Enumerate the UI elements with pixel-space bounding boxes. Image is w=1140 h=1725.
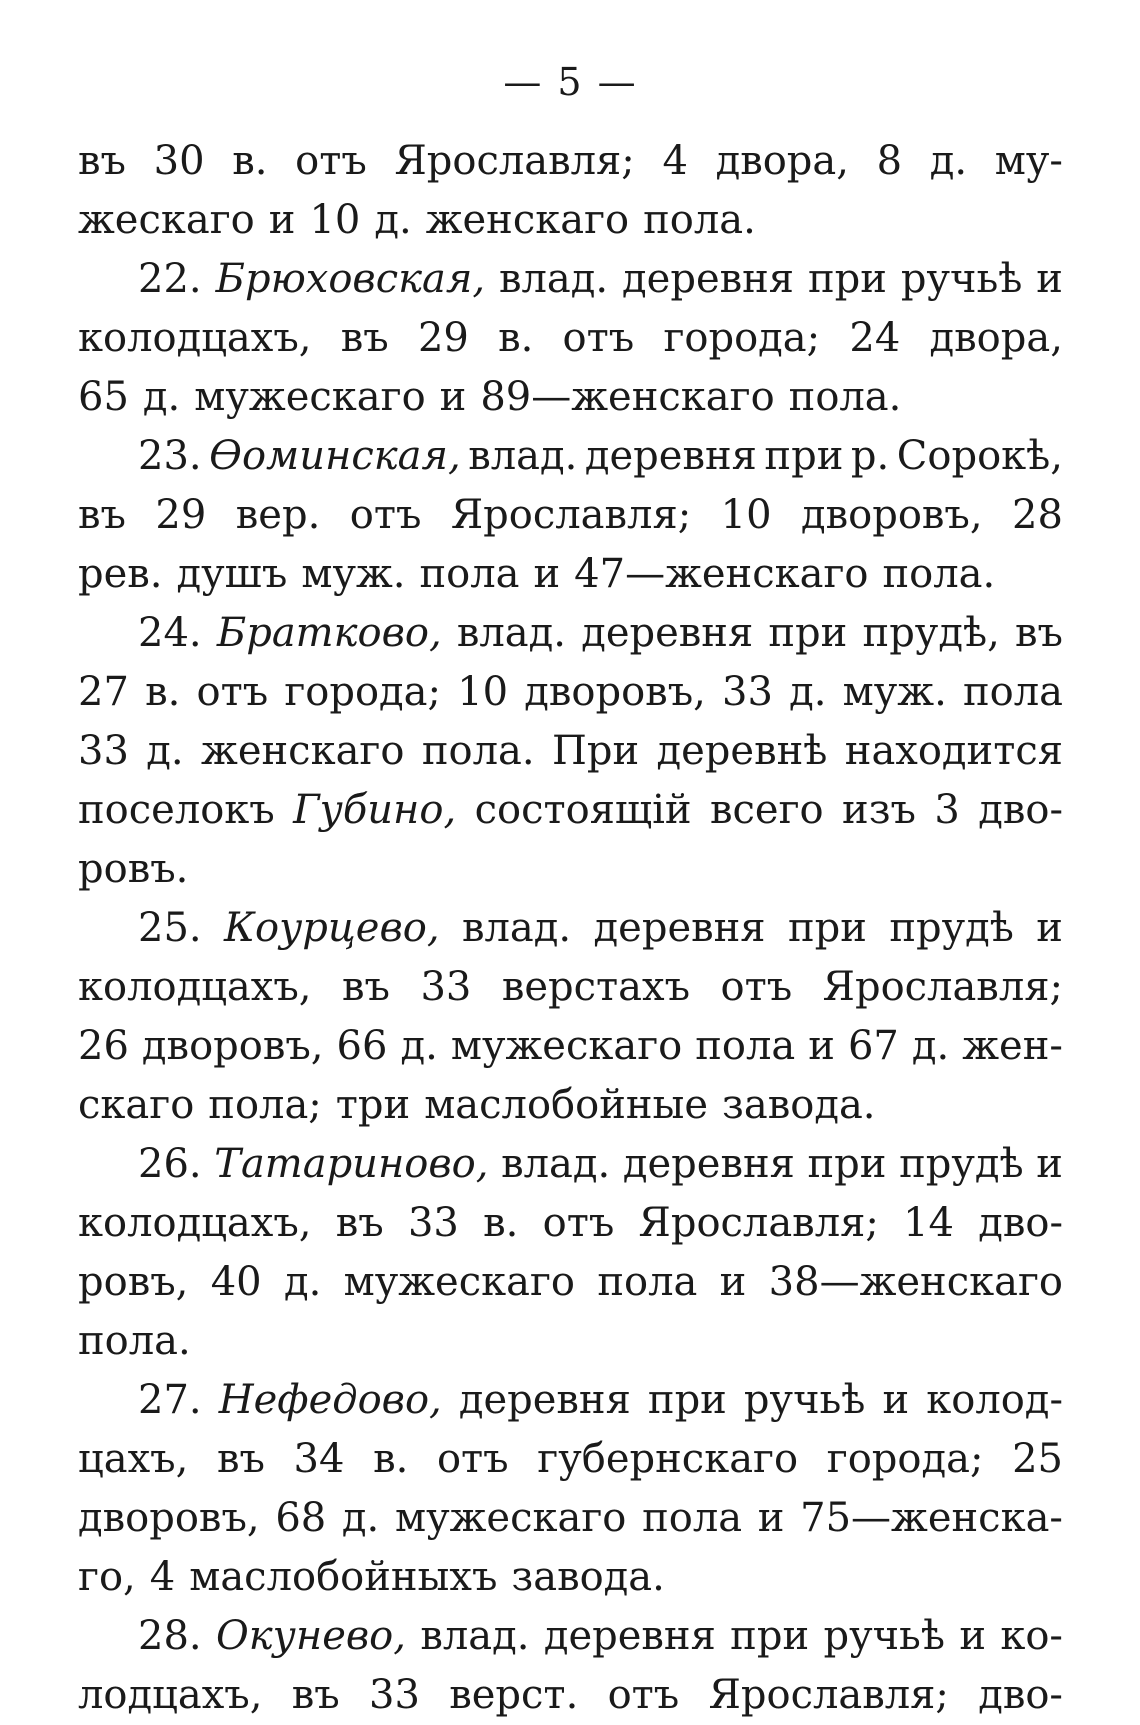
text-line — [78, 899, 1063, 958]
word: прудѣ — [899, 1141, 1024, 1187]
word: жен- — [962, 1023, 1063, 1069]
word: 66 — [336, 1023, 388, 1069]
word: 23. — [138, 433, 202, 479]
word: при — [768, 610, 848, 656]
word: завода. — [722, 1082, 876, 1128]
word: и — [1036, 905, 1063, 951]
word: влад. — [468, 433, 578, 479]
word: му- — [994, 138, 1063, 184]
word: всего — [709, 787, 824, 833]
word: Ярославля; — [394, 138, 635, 184]
word: женскаго — [425, 197, 630, 243]
text-line — [78, 604, 1063, 663]
word: 10 — [309, 197, 361, 243]
word: въ — [341, 964, 390, 1010]
word: 27. — [138, 1377, 202, 1423]
text-line — [78, 1076, 1063, 1135]
word: и — [1036, 1141, 1063, 1187]
text-line — [78, 1666, 1063, 1725]
word: дво- — [978, 1672, 1063, 1718]
word: при — [764, 433, 844, 479]
word: дворовъ, — [800, 492, 983, 538]
word: 3 — [934, 787, 960, 833]
word: губернскаго — [537, 1436, 799, 1482]
word: въ — [291, 1672, 340, 1718]
word: 10 — [457, 669, 509, 715]
word: верст. — [449, 1672, 579, 1718]
book-page — [78, 52, 1063, 1725]
village-name: Брюховская, — [215, 256, 486, 302]
word: изъ — [842, 787, 916, 833]
word: пола — [597, 1259, 698, 1305]
word: влад. — [501, 1141, 611, 1187]
village-name: Братково, — [216, 610, 442, 656]
word: въ — [335, 1200, 384, 1246]
word: скаго — [78, 1082, 195, 1128]
word: 25. — [138, 905, 202, 951]
word: д. — [146, 728, 184, 774]
word: прудѣ — [889, 905, 1014, 951]
text-line — [78, 545, 1063, 604]
word: 26. — [138, 1141, 202, 1187]
word: Ярославля; — [450, 492, 692, 538]
word: деревня — [581, 610, 754, 656]
word: 22. — [138, 256, 202, 302]
text-line — [78, 1194, 1063, 1253]
word: прудѣ, — [862, 610, 1000, 656]
text-line — [78, 663, 1063, 722]
word: въ — [340, 315, 389, 361]
text-line — [78, 1430, 1063, 1489]
word: 4 — [149, 1554, 176, 1600]
word: и — [959, 1613, 986, 1659]
word: д. — [341, 1495, 380, 1541]
text-line — [78, 781, 1063, 840]
word: в. — [232, 138, 268, 184]
word: пола — [419, 551, 520, 597]
word: пола. — [882, 551, 996, 597]
text-line — [78, 1489, 1063, 1548]
word: влад. — [420, 1613, 530, 1659]
village-name: Окунево, — [215, 1613, 406, 1659]
word: муж. — [842, 669, 947, 715]
text-line — [78, 1312, 1063, 1371]
word: 28. — [138, 1613, 202, 1659]
word: города; — [663, 315, 821, 361]
word: и — [757, 1495, 785, 1541]
word: 38—женскаго — [768, 1259, 1063, 1305]
text-line — [78, 132, 1063, 191]
text-line — [78, 368, 1063, 427]
word: при — [787, 905, 867, 951]
word: отъ — [349, 492, 422, 538]
word: 24 — [849, 315, 901, 361]
word: деревня — [584, 433, 757, 479]
word: 33 — [420, 964, 472, 1010]
word: 68 — [275, 1495, 327, 1541]
word: дворовъ, — [78, 1495, 260, 1541]
word: 29 — [155, 492, 207, 538]
word: ручьѣ — [900, 256, 1023, 302]
word: муж. — [301, 551, 406, 597]
word: состоящій — [474, 787, 692, 833]
word: 30 — [153, 138, 205, 184]
word: женскаго — [201, 728, 405, 774]
word: маслобойныхъ — [189, 1554, 498, 1600]
word: двора, — [715, 138, 849, 184]
word: поселокъ — [78, 787, 275, 833]
word: 65 — [78, 374, 129, 420]
word: ровъ, — [78, 1259, 189, 1305]
page-text — [78, 132, 1063, 1725]
word: в. — [498, 315, 534, 361]
word: находится — [844, 728, 1063, 774]
word: 14 — [903, 1200, 954, 1246]
word: 26 — [78, 1023, 129, 1069]
word: 34 — [293, 1436, 345, 1482]
word: пола. — [643, 197, 756, 243]
word: При — [551, 728, 640, 774]
word: р. — [850, 433, 890, 479]
word: влад. — [461, 905, 572, 951]
word: дворовъ, — [141, 1023, 324, 1069]
word: и — [439, 374, 467, 420]
word: 47—женскаго — [574, 551, 869, 597]
word: и — [719, 1259, 747, 1305]
word: пола — [695, 1023, 796, 1069]
word: 29 — [417, 315, 469, 361]
text-line — [78, 250, 1063, 309]
word: цахъ, — [78, 1436, 189, 1482]
word: жескаго — [78, 197, 255, 243]
word: деревня — [458, 1377, 631, 1423]
word: отъ — [436, 1436, 509, 1482]
word: 10 — [720, 492, 772, 538]
page-number: — 5 — — [503, 60, 638, 104]
word: мужескаго — [343, 1259, 576, 1305]
word: отъ — [720, 964, 793, 1010]
word: мужескаго — [194, 374, 426, 420]
text-line — [78, 1548, 1063, 1607]
word: д. — [789, 669, 827, 715]
word: 33 — [369, 1672, 420, 1718]
word: 67 — [847, 1023, 899, 1069]
word: пола; — [208, 1082, 322, 1128]
word: 24. — [138, 610, 202, 656]
word: деревня — [543, 1613, 716, 1659]
word: Ярославля; — [708, 1672, 949, 1718]
word: маслобойные — [424, 1082, 709, 1128]
village-name: Губино, — [293, 787, 457, 833]
word: и — [882, 1377, 910, 1423]
word: Ярославля; — [638, 1200, 879, 1246]
text-line — [78, 1017, 1063, 1076]
word: при — [807, 1141, 887, 1187]
word: го, — [78, 1554, 136, 1600]
word: въ — [1015, 610, 1063, 656]
word: и — [1036, 256, 1063, 302]
word: колодцахъ, — [78, 1200, 312, 1246]
word: д. — [400, 1023, 438, 1069]
word: мужескаго — [394, 1495, 627, 1541]
word: пола. — [78, 1318, 191, 1364]
village-name: Татариново, — [214, 1141, 489, 1187]
word: деревнѣ — [656, 728, 828, 774]
text-line — [78, 191, 1063, 250]
text-line — [78, 722, 1063, 781]
word: отъ — [542, 1200, 615, 1246]
word: 33 — [407, 1200, 459, 1246]
word: завода. — [511, 1554, 665, 1600]
word: при — [647, 1377, 727, 1423]
word: отъ — [295, 138, 367, 184]
word: ручьѣ — [743, 1377, 866, 1423]
word: отъ — [196, 669, 269, 715]
village-name: Ѳоминская, — [209, 433, 461, 479]
word: Ярославля; — [822, 964, 1063, 1010]
word: деревня — [622, 256, 795, 302]
text-line — [78, 486, 1063, 545]
text-line — [78, 1135, 1063, 1194]
word: д. — [374, 197, 412, 243]
word: въ — [216, 1436, 265, 1482]
word: пола — [962, 669, 1063, 715]
word: рев. — [78, 551, 163, 597]
word: и — [533, 551, 561, 597]
word: колод- — [926, 1377, 1063, 1423]
word: влад. — [498, 256, 609, 302]
word: ровъ. — [78, 846, 189, 892]
word: въ — [78, 492, 126, 538]
word: три — [335, 1082, 411, 1128]
word: в. — [483, 1200, 519, 1246]
word: д. — [911, 1023, 950, 1069]
village-name: Коурцево, — [224, 905, 440, 951]
word: дворовъ, — [524, 669, 706, 715]
word: дво- — [978, 1200, 1063, 1246]
word: колодцахъ, — [78, 315, 312, 361]
word: пола. — [421, 728, 535, 774]
word: деревня — [593, 905, 766, 951]
word: 8 — [876, 138, 903, 184]
word: верстахъ — [501, 964, 691, 1010]
word: пола — [642, 1495, 743, 1541]
word: 28 — [1012, 492, 1063, 538]
word: деревня — [622, 1141, 795, 1187]
word: лодцахъ, — [78, 1672, 263, 1718]
word: 33 — [722, 669, 773, 715]
word: д. — [283, 1259, 322, 1305]
word: двора, — [929, 315, 1063, 361]
word: 89—женскаго — [480, 374, 775, 420]
word: при — [730, 1613, 810, 1659]
word: города; — [826, 1436, 984, 1482]
word: отъ — [562, 315, 635, 361]
text-line — [78, 840, 1063, 899]
word: дво- — [978, 787, 1063, 833]
word: ручьѣ — [823, 1613, 945, 1659]
word: 4 — [662, 138, 688, 184]
word: 40 — [210, 1259, 262, 1305]
word: мужескаго — [450, 1023, 683, 1069]
village-name: Нефедово, — [218, 1377, 442, 1423]
word: 25 — [1012, 1436, 1063, 1482]
word: вер. — [235, 492, 321, 538]
word: д. — [142, 374, 181, 420]
text-line — [78, 1253, 1063, 1312]
word: и — [808, 1023, 835, 1069]
word: ко- — [1000, 1613, 1063, 1659]
word: 33 — [78, 728, 129, 774]
word: д. — [929, 138, 968, 184]
word: 27 — [78, 669, 129, 715]
word: Сорокѣ, — [896, 433, 1063, 479]
word: 75—женска- — [800, 1495, 1063, 1541]
word: в. — [373, 1436, 409, 1482]
word: при — [807, 256, 887, 302]
word: колодцахъ, — [78, 964, 312, 1010]
text-line — [78, 1607, 1063, 1666]
word: отъ — [607, 1672, 680, 1718]
word: города; — [284, 669, 442, 715]
word: и — [268, 197, 296, 243]
word: пола. — [788, 374, 902, 420]
text-line — [78, 1371, 1063, 1430]
word: въ — [78, 138, 126, 184]
word: в. — [145, 669, 181, 715]
text-line — [78, 309, 1063, 368]
word: влад. — [456, 610, 566, 656]
text-line — [78, 427, 1063, 486]
word: душъ — [176, 551, 288, 597]
text-line — [78, 958, 1063, 1017]
